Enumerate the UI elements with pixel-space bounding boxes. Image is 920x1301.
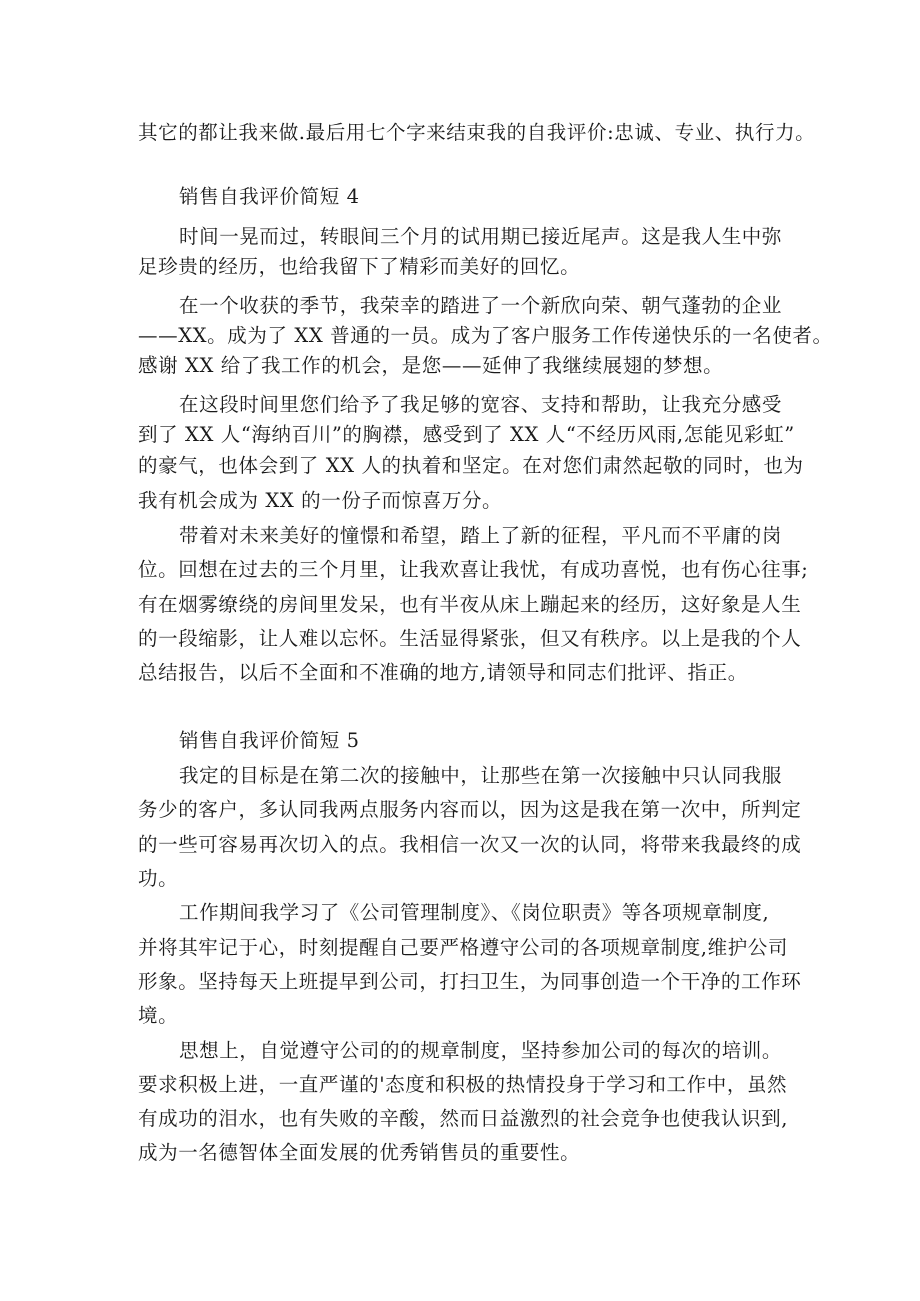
s5-p2-line4: 境。 [138, 1004, 179, 1027]
s4-p3-line1: 在这段时间里您们给予了我足够的宽容、支持和帮助，让我充分感受 [179, 393, 783, 416]
s4-p3-line2: 到了 XX 人“海纳百川”的胸襟，感受到了 XX 人“不经历风雨,怎能见彩虹” [138, 423, 795, 446]
s5-p1-line3: 的一些可容易再次切入的点。我相信一次又一次的认同，将带来我最终的成 [138, 833, 802, 856]
section-4-title: 销售自我评价简短 4 [179, 185, 360, 208]
s5-p1-line4: 功。 [138, 867, 179, 890]
s4-p3-line4: 我有机会成为 XX 的一份子而惊喜万分。 [138, 489, 503, 512]
s5-p2-line3: 形象。坚持每天上班提早到公司，打扫卫生，为同事创造一个干净的工作环 [138, 970, 802, 993]
s5-p3-line2: 要求积极上进，一直严谨的'态度和积极的热情投身于学习和工作中，虽然 [138, 1073, 788, 1096]
s5-p1-line2: 务少的客户，多认同我两点服务内容而以，因为这是我在第一次中，所判定 [138, 798, 802, 821]
s4-p4-line3: 有在烟雾缭绕的房间里发呆，也有半夜从床上蹦起来的经历，这好象是人生 [138, 593, 802, 616]
s4-p4-line5: 总结报告，以后不全面和不准确的地方,请领导和同志们批评、指正。 [138, 661, 748, 684]
s5-p2-line2: 并将其牢记于心，时刻提醒自己要严格遵守公司的各项规章制度,维护公司 [138, 936, 788, 959]
s4-p4-line2: 位。回想在过去的三个月里，让我欢喜让我忧，有成功喜悦，也有伤心往事; [138, 558, 809, 581]
s4-p4-line1: 带着对未来美好的憧憬和希望，踏上了新的征程，平凡而不平庸的岗 [179, 524, 783, 547]
intro-line: 其它的都让我来做.最后用七个字来结束我的自我评价:忠诚、专业、执行力。 [138, 121, 816, 144]
s4-p2-line1: 在一个收获的季节，我荣幸的踏进了一个新欣向荣、朝气蓬勃的企业 [179, 294, 783, 317]
s4-p2-line3: 感谢 XX 给了我工作的机会，是您——延伸了我继续展翅的梦想。 [138, 354, 724, 377]
s5-p3-line1: 思想上，自觉遵守公司的的规章制度，坚持参加公司的每次的培训。 [179, 1039, 783, 1062]
section-5-title: 销售自我评价简短 5 [179, 729, 360, 752]
s4-p1-line2: 足珍贵的经历，也给我留下了精彩而美好的回忆。 [138, 255, 581, 278]
s5-p1-line1: 我定的目标是在第二次的接触中，让那些在第一次接触中只认同我服 [179, 764, 783, 787]
s4-p4-line4: 的一段缩影，让人难以忘怀。生活显得紧张，但又有秩序。以上是我的个人 [138, 627, 802, 650]
s5-p2-line1: 工作期间我学习了《公司管理制度》、《岗位职责》等各项规章制度, [179, 901, 770, 924]
s4-p1-line1: 时间一晃而过，转眼间三个月的试用期已接近尾声。这是我人生中弥 [179, 225, 783, 248]
s5-p3-line3: 有成功的泪水，也有失败的辛酸，然而日益激烈的社会竞争也使我认识到, [138, 1107, 788, 1130]
s4-p3-line3: 的豪气，也体会到了 XX 人的执着和坚定。在对您们肃然起敬的同时，也为 [138, 454, 804, 477]
s4-p2-line2: ——XX。成为了 XX 普通的一员。成为了客户服务工作传递快乐的一名使者。 [138, 324, 833, 347]
s5-p3-line4: 成为一名德智体全面发展的优秀销售员的重要性。 [138, 1141, 581, 1164]
